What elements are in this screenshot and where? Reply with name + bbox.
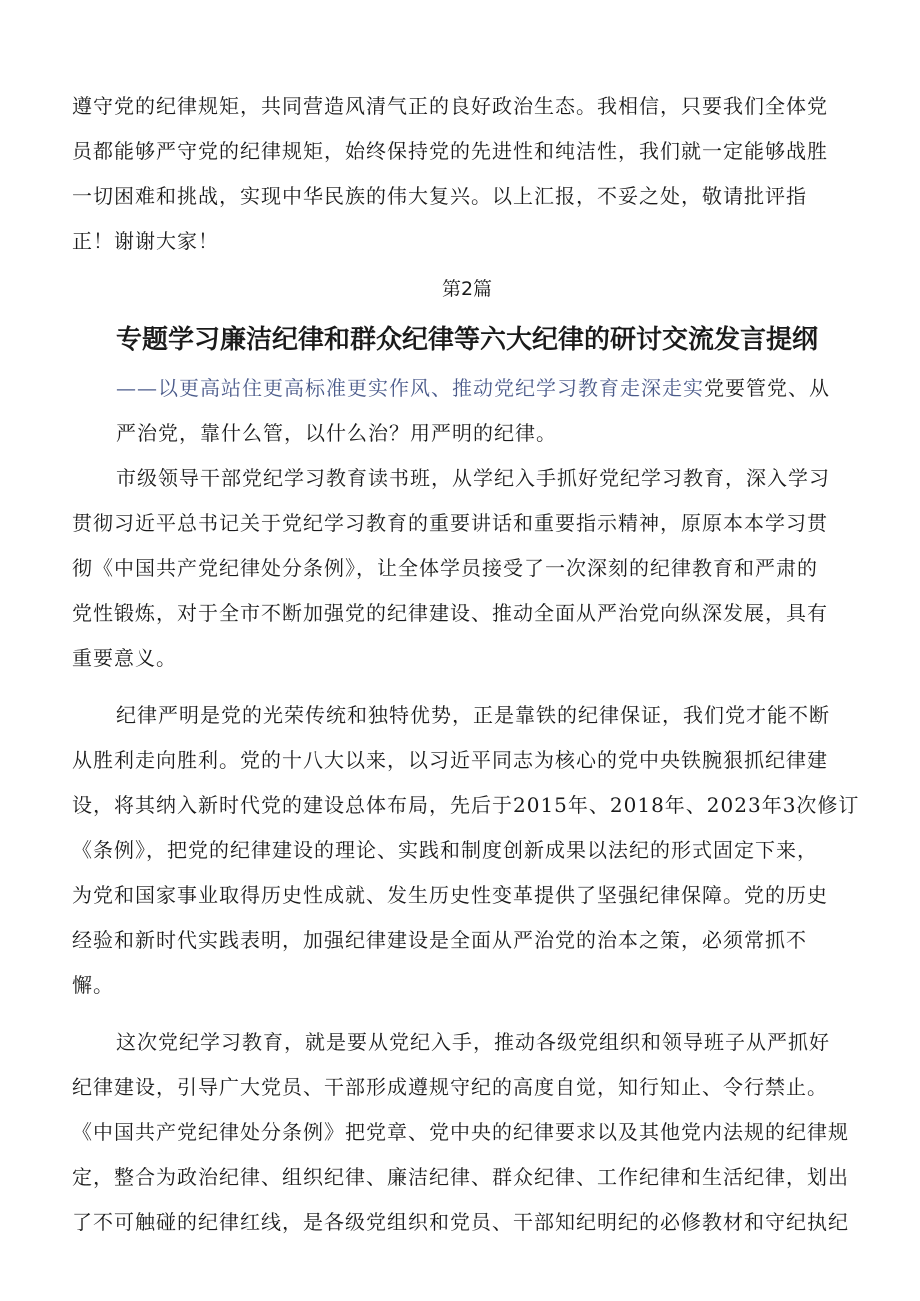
subtitle-line-2: 严治党，靠什么管，以什么治？用严明的纪律。 <box>116 421 557 445</box>
subtitle-line <box>72 366 862 411</box>
paragraph-closing <box>72 84 862 264</box>
text-line: 这次党纪学习教育，就是要从党纪入手，推动各级党组织和领导班子从严抓好 <box>116 1030 830 1054</box>
text-line: 《条例》，把党的纪律建设的理论、实践和制度创新成果以法纪的形式固定下来， <box>72 838 818 862</box>
text-line: 定，整合为政治纪律、组织纪律、廉洁纪律、群众纪律、工作纪律和生活纪律，划出 <box>72 1165 849 1189</box>
document-title: 专题学习廉洁纪律和群众纪律等六大纪律的研讨交流发言提纲 <box>115 325 818 355</box>
paragraph-3 <box>72 1020 862 1245</box>
text-line: 懈。 <box>72 973 114 997</box>
text-line: 纪律建设，引导广大党员、干部形成遵规守纪的高度自觉，知行知止、令行禁止。 <box>72 1075 828 1099</box>
text-line: 市级领导干部党纪学习教育读书班，从学纪入手抓好党纪学习教育，深入学习 <box>116 466 830 490</box>
paragraph-2 <box>72 693 862 1008</box>
text-line: 《中国共产党纪律处分条例》把党章、党中央的纪律要求以及其他党内法规的纪律规 <box>72 1120 849 1144</box>
text-line: 员都能够严守党的纪律规矩，始终保持党的先进性和纯洁性，我们就一定能够战胜 <box>72 139 828 163</box>
text-line: 贯彻习近平总书记关于党纪学习教育的重要讲话和重要指示精神，原原本本学习贯 <box>72 511 828 535</box>
paragraph-gap <box>72 1008 862 1020</box>
paragraph-1 <box>72 456 862 681</box>
paragraph-gap <box>72 681 862 693</box>
text-line: 经验和新时代实践表明，加强纪律建设是全面从严治党的治本之策，必须常抓不 <box>72 928 807 952</box>
chapter-label: 第2篇 <box>441 278 493 300</box>
subtitle-highlight: ——以更高站住更高标准更实作风、推动党纪学习教育走深走实 <box>116 376 704 400</box>
text-line: 为党和国家事业取得历史性成就、发生历史性变革提供了坚强纪律保障。党的历史 <box>72 883 828 907</box>
text-line: 一切困难和挑战，实现中华民族的伟大复兴。以上汇报，不妥之处，敬请批评指 <box>72 184 807 208</box>
text-line: 遵守党的纪律规矩，共同营造风清气正的良好政治生态。我相信，只要我们全体党 <box>72 94 828 118</box>
subtitle-block <box>72 366 862 456</box>
text-line: 重要意义。 <box>72 646 177 670</box>
text-line: 党性锻炼，对于全市不断加强党的纪律建设、推动全面从严治党向纵深发展，具有 <box>72 601 828 625</box>
text-line: 彻《中国共产党纪律处分条例》，让全体学员接受了一次深刻的纪律教育和严肃的 <box>72 556 818 580</box>
subtitle-rest: 党要管党、从 <box>704 376 830 400</box>
text-line: 正！谢谢大家！ <box>72 229 219 253</box>
text-line: 纪律严明是党的光荣传统和独特优势，正是靠铁的纪律保证，我们党才能不断 <box>116 703 830 727</box>
text-line: 设，将其纳入新时代党的建设总体布局，先后于2015年、2018年、2023年3次修订 <box>72 793 860 817</box>
text-line: 了不可触碰的纪律红线，是各级党组织和党员、干部知纪明纪的必修教材和守纪执纪 <box>72 1210 849 1234</box>
text-line: 从胜利走向胜利。党的十八大以来，以习近平同志为核心的党中央铁腕狠抓纪律建 <box>72 748 828 772</box>
document-page <box>72 84 862 1245</box>
